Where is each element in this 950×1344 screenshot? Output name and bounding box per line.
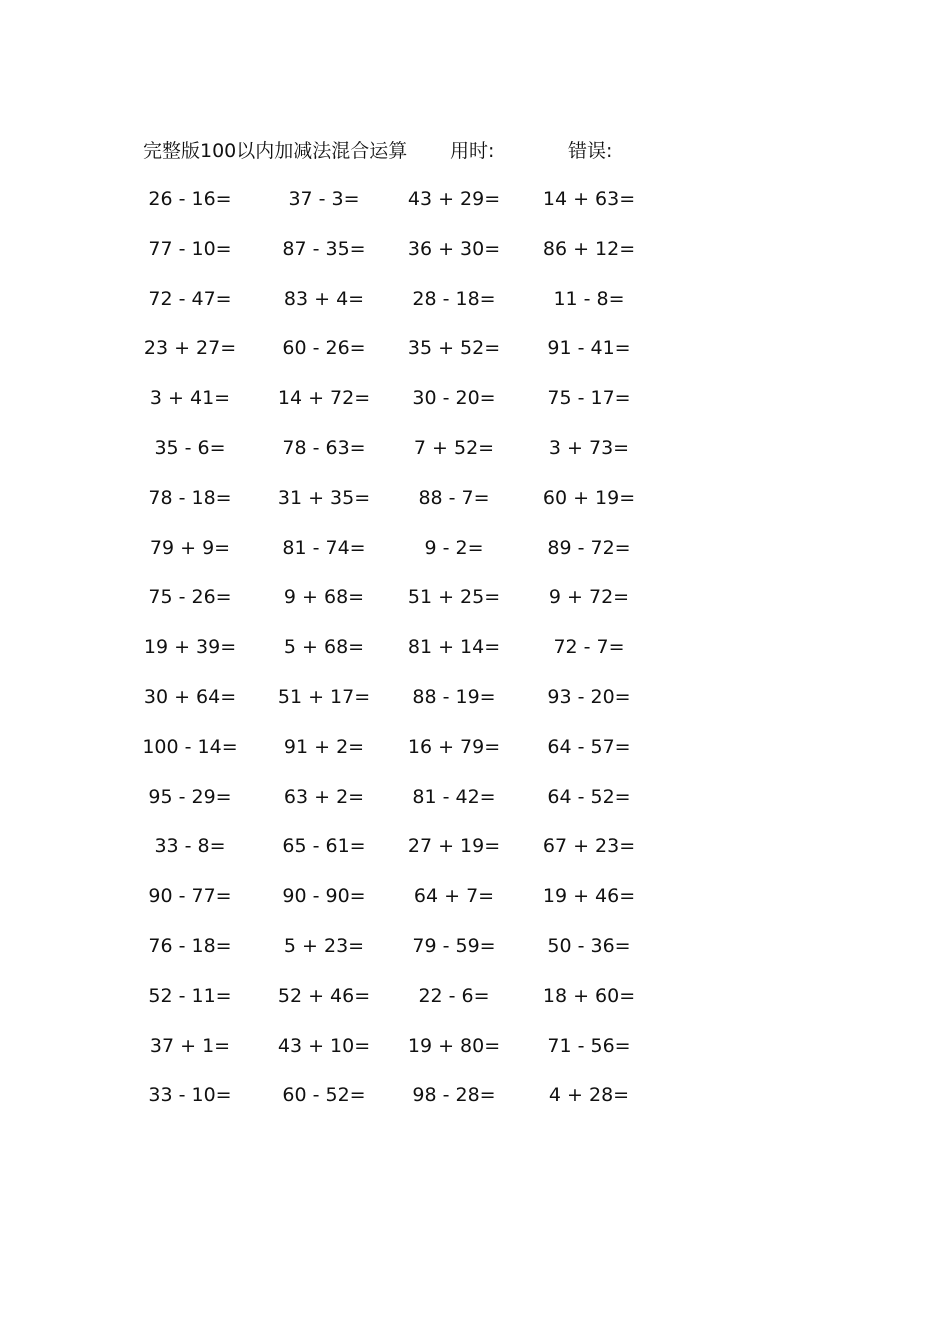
math-problem: 9 - 2= [424, 536, 484, 559]
math-problem: 81 + 14= [407, 636, 501, 659]
math-problem: 36 + 30= [407, 237, 501, 260]
math-problem: 18 + 60= [542, 984, 636, 1007]
math-problem: 52 - 11= [148, 984, 232, 1007]
math-problem: 89 - 72= [547, 536, 631, 559]
math-problem: 28 - 18= [412, 287, 496, 310]
math-problem: 30 - 20= [412, 387, 496, 410]
math-problem: 43 + 10= [277, 1034, 371, 1057]
math-problem: 35 - 6= [154, 436, 226, 459]
math-problem: 63 + 2= [283, 785, 365, 808]
math-problem: 95 - 29= [148, 785, 232, 808]
math-problem: 51 + 17= [277, 685, 371, 708]
problem-row [0, 881, 950, 931]
math-problem: 64 - 52= [547, 785, 631, 808]
math-problem: 33 - 8= [154, 835, 226, 858]
math-problem: 30 + 64= [143, 685, 237, 708]
math-problem: 90 - 90= [282, 885, 366, 908]
math-problem: 65 - 61= [282, 835, 366, 858]
math-problem: 76 - 18= [148, 934, 232, 957]
math-problem: 22 - 6= [418, 984, 490, 1007]
math-problem: 26 - 16= [148, 188, 232, 210]
math-problem: 64 + 7= [413, 885, 495, 908]
math-problem: 52 + 46= [277, 984, 371, 1007]
math-problem: 71 - 56= [547, 1034, 631, 1057]
problem-row [0, 184, 950, 234]
math-problem: 14 + 63= [542, 188, 636, 210]
problem-row [0, 782, 950, 832]
math-problem: 78 - 63= [282, 436, 366, 459]
problem-row [0, 1031, 950, 1081]
math-problem: 27 + 19= [407, 835, 501, 858]
math-problem: 5 + 68= [283, 636, 365, 659]
math-problem: 81 - 42= [412, 785, 496, 808]
worksheet-title: 完整版100以内加减法混合运算 [143, 140, 408, 162]
math-problem: 19 + 46= [542, 885, 636, 908]
math-problem: 3 + 73= [548, 436, 630, 459]
math-problem: 90 - 77= [148, 885, 232, 908]
math-problem: 79 - 59= [412, 934, 496, 957]
math-problem: 51 + 25= [407, 586, 501, 609]
math-problem: 19 + 39= [143, 636, 237, 659]
math-problem: 4 + 28= [548, 1084, 630, 1107]
math-problem: 11 - 8= [553, 287, 625, 310]
problem-row [0, 234, 950, 284]
problem-row [0, 284, 950, 334]
math-problem: 64 - 57= [547, 735, 631, 758]
math-problem: 81 - 74= [282, 536, 366, 559]
problem-row [0, 533, 950, 583]
math-problem: 50 - 36= [547, 934, 631, 957]
problem-row [0, 582, 950, 632]
math-problem: 37 - 3= [288, 188, 360, 210]
math-problem: 3 + 41= [149, 387, 231, 410]
math-problem: 75 - 17= [547, 387, 631, 410]
math-problem: 100 - 14= [142, 735, 238, 758]
errors-label: 错误: [568, 140, 613, 162]
math-problem: 60 + 19= [542, 486, 636, 509]
problem-row [0, 1080, 950, 1130]
math-problem: 86 + 12= [542, 237, 636, 260]
math-problem: 79 + 9= [149, 536, 231, 559]
math-problem: 43 + 29= [407, 188, 501, 210]
math-problem: 9 + 68= [283, 586, 365, 609]
math-problem: 9 + 72= [548, 586, 630, 609]
problem-row [0, 433, 950, 483]
math-problem: 60 - 26= [282, 337, 366, 360]
problem-row [0, 682, 950, 732]
math-problem: 19 + 80= [407, 1034, 501, 1057]
math-problem: 72 - 47= [148, 287, 232, 310]
math-problem: 87 - 35= [282, 237, 366, 260]
math-problem: 83 + 4= [283, 287, 365, 310]
math-problem: 78 - 18= [148, 486, 232, 509]
math-problem: 91 - 41= [547, 337, 631, 360]
problem-row [0, 931, 950, 981]
math-problem: 35 + 52= [407, 337, 501, 360]
problem-row [0, 333, 950, 383]
math-problem: 14 + 72= [277, 387, 371, 410]
math-problem: 88 - 19= [412, 685, 496, 708]
math-problem: 7 + 52= [413, 436, 495, 459]
math-problem: 37 + 1= [149, 1034, 231, 1057]
math-problem: 23 + 27= [143, 337, 237, 360]
math-problem: 75 - 26= [148, 586, 232, 609]
math-problem: 31 + 35= [277, 486, 371, 509]
problem-row [0, 831, 950, 881]
math-problem: 98 - 28= [412, 1084, 496, 1107]
problem-row [0, 632, 950, 682]
math-problem: 16 + 79= [407, 735, 501, 758]
problem-row [0, 483, 950, 533]
math-problem: 72 - 7= [553, 636, 625, 659]
problem-grid [0, 184, 950, 1130]
problem-row [0, 383, 950, 433]
math-problem: 88 - 7= [418, 486, 490, 509]
math-problem: 67 + 23= [542, 835, 636, 858]
worksheet-header [0, 136, 950, 166]
math-problem: 93 - 20= [547, 685, 631, 708]
math-problem: 33 - 10= [148, 1084, 232, 1107]
math-problem: 5 + 23= [283, 934, 365, 957]
math-problem: 77 - 10= [148, 237, 232, 260]
math-problem: 91 + 2= [283, 735, 365, 758]
problem-row [0, 732, 950, 782]
problem-row [0, 981, 950, 1031]
math-problem: 60 - 52= [282, 1084, 366, 1107]
time-used-label: 用时: [450, 140, 495, 162]
